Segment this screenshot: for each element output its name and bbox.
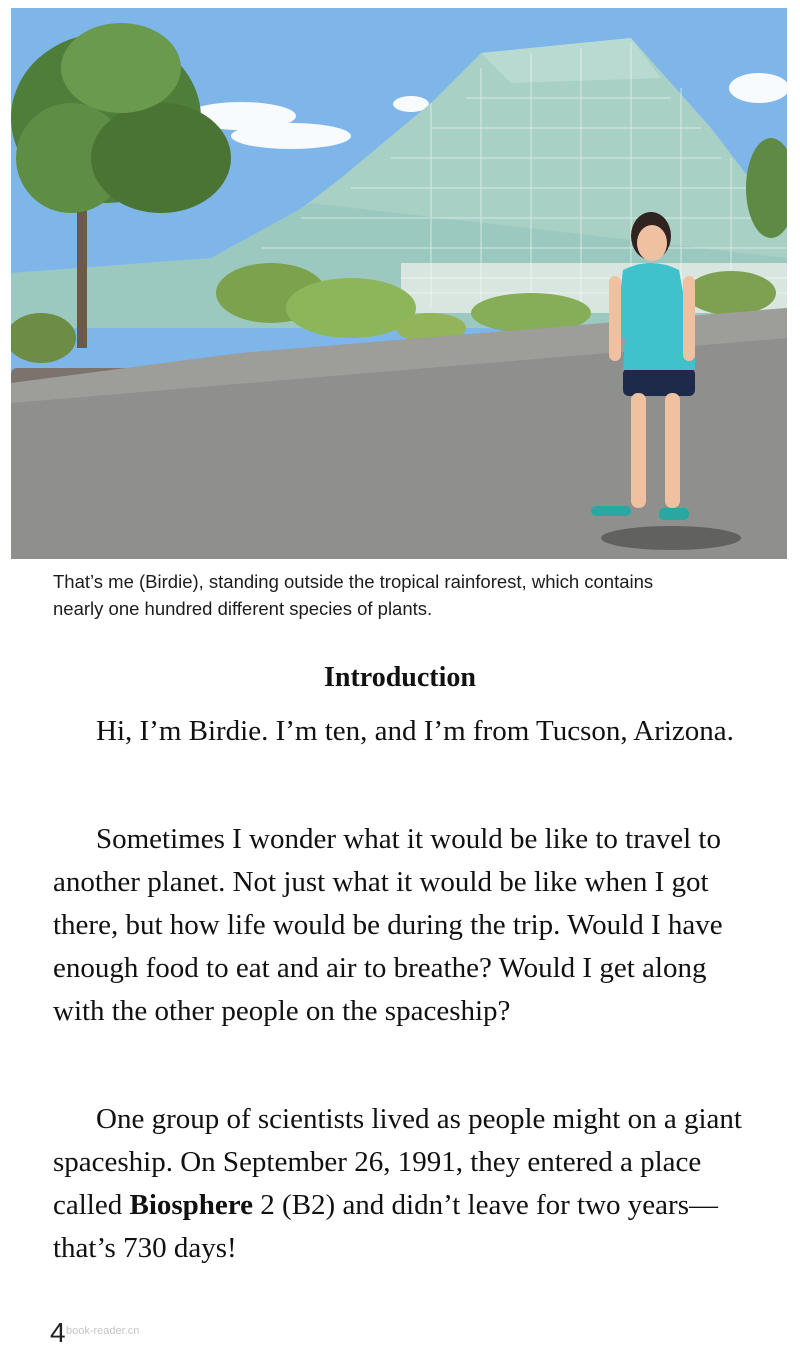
glossary-term-biosphere: Biosphere xyxy=(129,1189,254,1221)
paragraph-3-text-end: 2 (B2) and didn’t leave for two years—that’s 730 days! xyxy=(53,1189,718,1264)
caption-line-2: nearly one hundred different species of plants. xyxy=(53,598,433,619)
section-heading: Introduction xyxy=(324,662,476,693)
shadow xyxy=(601,526,741,550)
paragraph-1 xyxy=(53,710,753,753)
caption-line-1: That’s me (Birdie), standing outside the tropical rainforest, which contains xyxy=(53,571,654,592)
paragraph-1-text: Hi, I’m Birdie. I’m ten, and I’m from Tucson, Arizona. xyxy=(96,715,734,747)
page-number: 4 xyxy=(50,1317,66,1348)
watermark: book-reader.cn xyxy=(66,1325,140,1337)
paragraph-3-text-start: One group of scientists lived as people might on a giant spaceship. On September 26, 1991, they entered a place called xyxy=(53,1103,742,1221)
cover-photo xyxy=(11,8,787,559)
paragraph-3 xyxy=(53,1098,753,1270)
paragraph-2-text: Sometimes I wonder what it would be like to travel to another planet. Not just what it would be like when I got there, but how life would be during the trip. Would I have enough food to eat and air to breathe? Would I get along with the other people on the spaceship? xyxy=(53,823,723,1027)
paragraph-2 xyxy=(53,818,753,1033)
photo-illustration xyxy=(11,8,787,559)
photo-caption xyxy=(53,568,753,622)
